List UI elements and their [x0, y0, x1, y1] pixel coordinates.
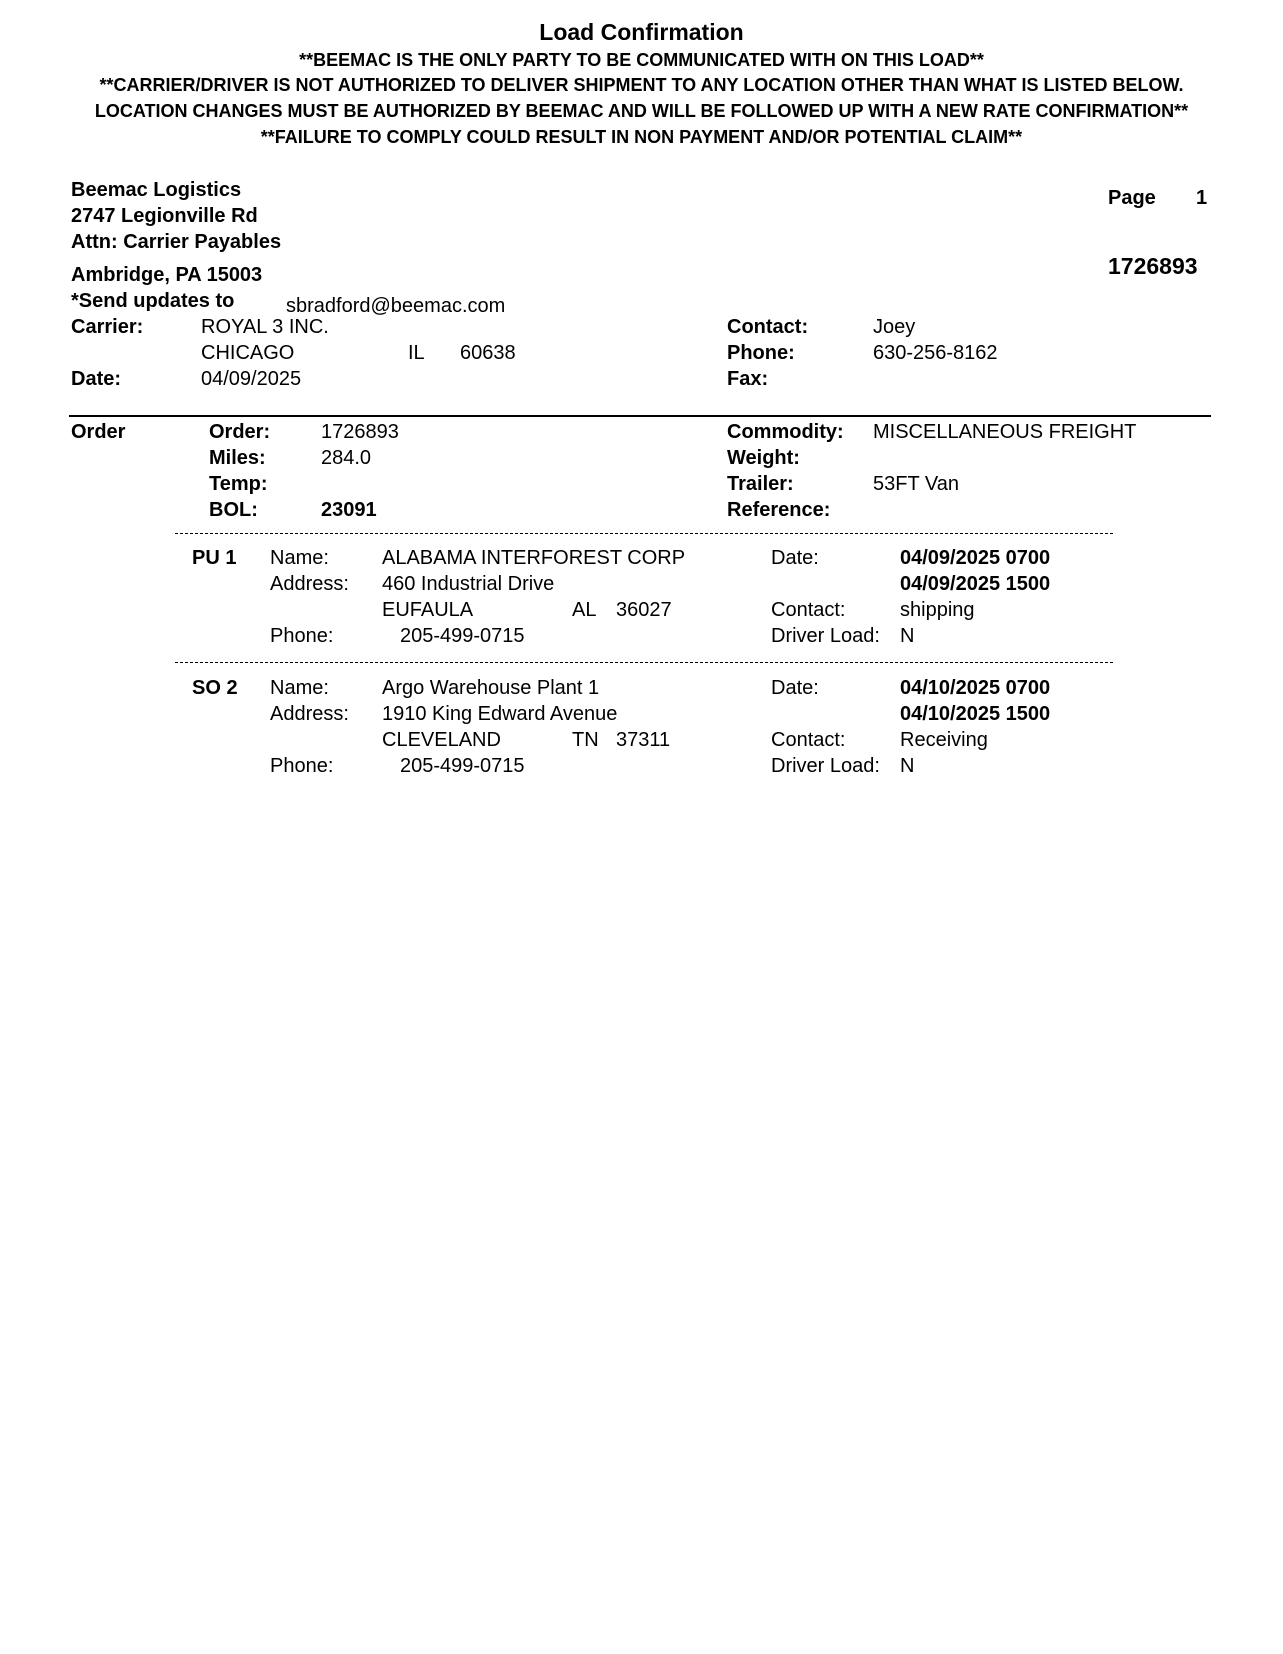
stop-contact: shipping	[900, 599, 975, 621]
order-section-label: Order	[71, 421, 126, 443]
carrier-contact: Joey	[873, 316, 916, 338]
notice-line: **BEEMAC IS THE ONLY PARTY TO BE COMMUNICATED WITH ON THIS LOAD**	[299, 50, 984, 70]
carrier-zip: 60638	[460, 342, 516, 364]
stop-phone: 205-499-0715	[400, 625, 525, 647]
company-name: Beemac Logistics	[71, 179, 242, 201]
stop-contact-label: Contact:	[771, 599, 846, 621]
stop-driver-load: N	[900, 625, 915, 647]
stop-phone-label: Phone:	[270, 625, 334, 647]
stop-name: ALABAMA INTERFOREST CORP	[382, 547, 686, 569]
notice-line: **FAILURE TO COMPLY COULD RESULT IN NON PAYMENT AND/OR POTENTIAL CLAIM**	[260, 127, 1023, 147]
miles-value: 284.0	[321, 447, 372, 469]
order-number: 1726893	[321, 421, 399, 443]
stop-city: CLEVELAND	[382, 729, 501, 751]
notice-line: LOCATION CHANGES MUST BE AUTHORIZED BY BEEMAC AND WILL BE FOLLOWED UP WITH A NEW RATE CONFIRMATION**	[94, 101, 1189, 121]
stop-zip: 37311	[616, 729, 671, 751]
stop-date-from: 04/09/2025 0700	[900, 547, 1051, 569]
document-title: Load Confirmation	[539, 19, 744, 45]
stop-name: Argo Warehouse Plant 1	[382, 677, 600, 699]
carrier-label: Carrier:	[71, 316, 144, 338]
stop-date-label: Date:	[771, 547, 819, 569]
stop-zip: 36027	[616, 599, 672, 621]
page-number: 1	[1196, 187, 1208, 209]
stop-contact: Receiving	[900, 729, 988, 751]
trailer-label: Trailer:	[727, 473, 794, 495]
stop-address-label: Address:	[270, 703, 349, 725]
section-divider	[69, 415, 1211, 417]
stop-city: EUFAULA	[382, 599, 474, 621]
stop-address-label: Address:	[270, 573, 349, 595]
stop-driver-load-label: Driver Load:	[771, 755, 880, 777]
company-city-line: Ambridge, PA 15003	[71, 264, 263, 286]
stop-date-from: 04/10/2025 0700	[900, 677, 1051, 699]
carrier-phone: 630-256-8162	[873, 342, 998, 364]
commodity-value: MISCELLANEOUS FREIGHT	[873, 421, 1137, 443]
stop-contact-label: Contact:	[771, 729, 846, 751]
phone-label: Phone:	[727, 342, 795, 364]
stop-divider	[175, 662, 1113, 663]
document-number: 1726893	[1108, 253, 1198, 279]
stop-phone-label: Phone:	[270, 755, 334, 777]
stop-state: TN	[572, 729, 599, 751]
weight-label: Weight:	[727, 447, 800, 469]
reference-label: Reference:	[727, 499, 831, 521]
commodity-label: Commodity:	[727, 421, 844, 443]
stop-name-label: Name:	[270, 547, 329, 569]
carrier-state: IL	[408, 342, 425, 364]
stop-date-to: 04/09/2025 1500	[900, 573, 1051, 595]
stop-date-to: 04/10/2025 1500	[900, 703, 1051, 725]
stop-driver-load-label: Driver Load:	[771, 625, 880, 647]
carrier-date: 04/09/2025	[201, 368, 302, 390]
stop-date-label: Date:	[771, 677, 819, 699]
stop-phone: 205-499-0715	[400, 755, 525, 777]
carrier-city: CHICAGO	[201, 342, 295, 364]
stop-divider	[175, 533, 1113, 534]
fax-label: Fax:	[727, 368, 769, 390]
stop-address: 460 Industrial Drive	[382, 573, 555, 595]
carrier-name: ROYAL 3 INC.	[201, 316, 329, 338]
order-label: Order:	[209, 421, 271, 443]
trailer-value: 53FT Van	[873, 473, 959, 495]
stop-address: 1910 King Edward Avenue	[382, 703, 618, 725]
contact-label: Contact:	[727, 316, 809, 338]
stop-code: PU 1	[192, 547, 237, 569]
company-street: 2747 Legionville Rd	[71, 205, 258, 227]
bol-label: BOL:	[209, 499, 258, 521]
company-attn: Attn: Carrier Payables	[71, 231, 282, 253]
send-updates-label: *Send updates to	[71, 290, 235, 312]
miles-label: Miles:	[209, 447, 266, 469]
stop-driver-load: N	[900, 755, 915, 777]
send-updates-email[interactable]: sbradford@beemac.com	[286, 295, 506, 317]
stop-code: SO 2	[192, 677, 238, 699]
date-label: Date:	[71, 368, 122, 390]
stop-state: AL	[572, 599, 597, 621]
bol-value: 23091	[321, 499, 377, 521]
stop-name-label: Name:	[270, 677, 329, 699]
page-label: Page	[1108, 187, 1156, 209]
notice-line: **CARRIER/DRIVER IS NOT AUTHORIZED TO DELIVER SHIPMENT TO ANY LOCATION OTHER THAN WHAT IS LISTED BELOW.	[99, 75, 1184, 95]
temp-label: Temp:	[209, 473, 268, 495]
